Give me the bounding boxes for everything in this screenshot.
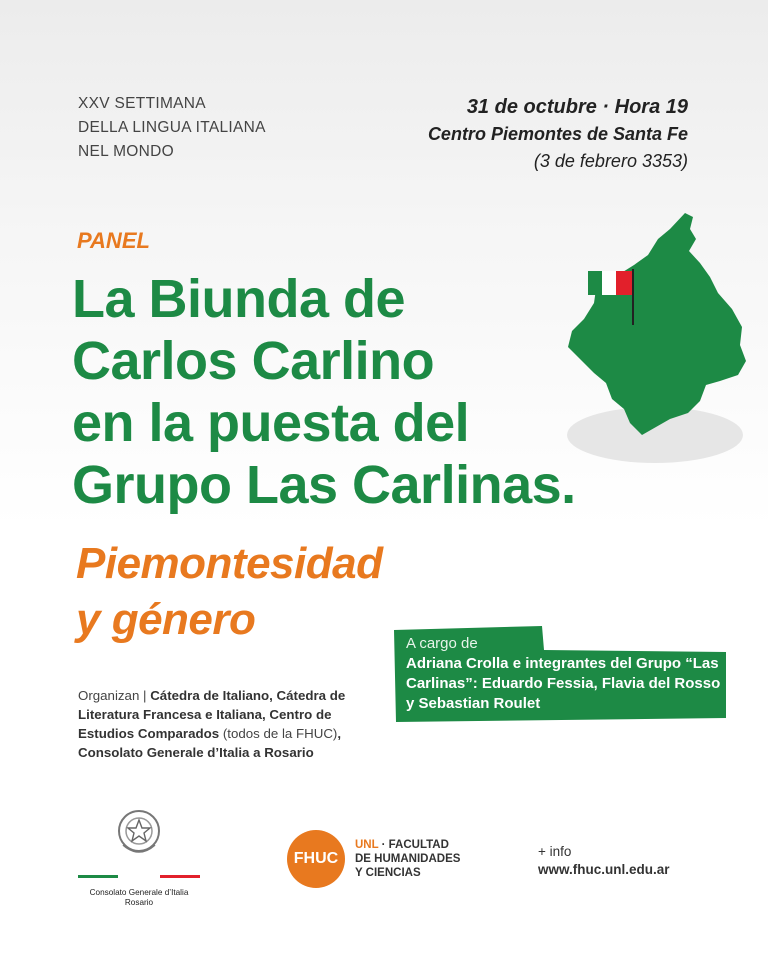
italian-emblem-icon (109, 805, 169, 861)
panel-label: PANEL (77, 228, 150, 253)
fhuc-line: Y CIENCIAS (355, 867, 421, 879)
fhuc-line: · FACULTAD (378, 839, 449, 851)
organizers-names: Cátedra de Italiano, Cátedra de Literatura Francesa e Italiana, Centro de Estudios Comparados (78, 688, 346, 741)
consolato-name-line: Rosario (124, 898, 154, 907)
fhuc-name (355, 838, 460, 880)
title-line: Carlos Carlino (72, 331, 435, 391)
consolato-name-line: Consolato Generale d’Italia (89, 888, 189, 897)
info-label: + info (538, 844, 572, 859)
info-url-link[interactable]: www.fhuc.unl.edu.ar (538, 862, 670, 877)
main-title (72, 268, 576, 516)
title-line: Grupo Las Carlinas. (72, 455, 576, 515)
title-line: en la puesta del (72, 393, 470, 453)
unl-label: UNL (355, 839, 379, 851)
event-name-line: XXV SETTIMANA (78, 95, 206, 112)
subtitle (76, 536, 382, 648)
piedmont-map-icon (560, 205, 750, 480)
subtitle-line: Piemontesidad (76, 539, 383, 588)
subtitle-line: y género (76, 595, 256, 644)
event-date: 31 de octubre · Hora 19 (466, 96, 688, 118)
consolato-logo (78, 805, 200, 908)
organizers-lead: Organizan | (78, 688, 151, 703)
speakers-lead: A cargo de (406, 635, 478, 652)
organizers-consulate: , Consolato Generale d’Italia a Rosario (78, 726, 342, 760)
speakers-names: Adriana Crolla e integrantes del Grupo “Las Carlinas”: Eduardo Fessia, Flavia del Rosso y Sebastian Roulet (406, 655, 721, 712)
organizers (78, 686, 378, 762)
event-name (78, 92, 266, 164)
event-name-line: DELLA LINGUA ITALIANA (78, 119, 266, 136)
fhuc-line: DE HUMANIDADES (355, 853, 461, 865)
title-line: La Biunda de (72, 269, 406, 329)
organizers-note: (todos de la FHUC) (219, 726, 338, 741)
event-address: (3 de febrero 3353) (533, 151, 688, 171)
event-name-line: NEL MONDO (78, 143, 174, 160)
info-block (538, 843, 670, 879)
event-venue: Centro Piemontes de Santa Fe (427, 124, 688, 144)
speakers-box (394, 626, 726, 722)
event-details (428, 94, 688, 175)
fhuc-logo: FHUC (287, 830, 345, 888)
